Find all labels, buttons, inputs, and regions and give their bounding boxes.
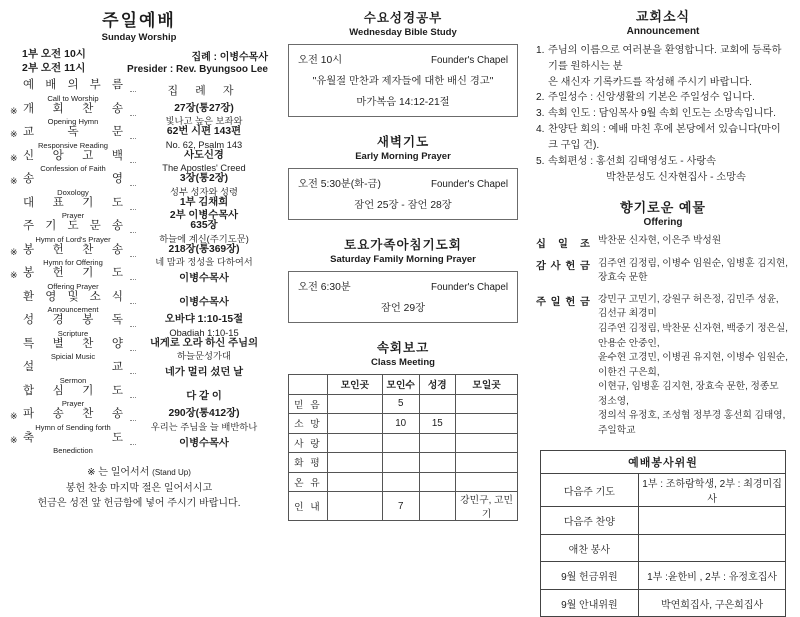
item-sub: 우리는 주님을 늘 배반하나 <box>150 421 258 432</box>
table-row: 9월 안내위원 박연희집사, 구은희집사 <box>540 589 785 617</box>
item-title-ko: 예 배 의 부 름 <box>23 79 123 92</box>
section-title-en: Offering <box>643 217 683 229</box>
section-time: 오전 10시 <box>298 55 343 66</box>
page-subtitle: Sunday Worship <box>101 32 177 43</box>
item-sub: 네 맘과 정성을 다하여서 <box>155 257 253 268</box>
table-row: 9월 헌금위원 1부 :윤한비 , 2부 : 유정호집사 <box>540 562 785 590</box>
offering-label: 십 일 조 <box>536 238 590 250</box>
footnote-line: 봉헌 찬송 마지막 절은 일어서시고 <box>65 482 213 494</box>
dotted-leader <box>130 291 136 304</box>
item-main: 3장(통2장) <box>179 173 229 185</box>
item-main: 다 같 이 <box>186 390 222 402</box>
stand-mark: ※ <box>10 129 18 140</box>
section-place: Founder's Chapel <box>430 179 508 190</box>
presider-ko: 집례 : 이병수목사 <box>191 52 268 63</box>
table-row: 온 유 <box>289 472 518 492</box>
item-main: 이병수목사 <box>179 273 229 285</box>
service-committee-table <box>540 450 786 617</box>
table-row: 소 망 10 15 <box>289 414 518 434</box>
page-title: 주일예배 <box>102 11 176 30</box>
worship-row-benediction <box>10 432 268 455</box>
item-main: 635장 <box>190 220 218 232</box>
worship-row-hymn-for-offering <box>10 244 268 267</box>
stand-mark <box>10 197 23 200</box>
section-title-ko: 새벽기도 <box>376 135 430 149</box>
item-title-en: Benediction <box>53 446 93 455</box>
dotted-leader <box>130 314 136 327</box>
class-meeting-report <box>288 338 518 521</box>
announcement-item: 3. 속회 인도 : 담임목사 9월 속회 인도는 소망속입니다. <box>536 108 776 120</box>
item-title-ko: 개 회 찬 송 <box>23 102 123 115</box>
item-title-en: Hymn of Lord's Prayer <box>35 234 111 244</box>
section-title-en: Class Meeting <box>371 357 435 368</box>
section-box <box>288 44 518 117</box>
item-title-ko: 환 영 및 소 식 <box>23 290 123 303</box>
news-section <box>534 0 800 611</box>
section-title-ko: 교회소식 <box>635 9 691 24</box>
stand-mark: ※ <box>10 434 18 445</box>
dotted-leader <box>130 103 136 116</box>
stand-note: ※ 는 일어서서 <box>87 466 150 478</box>
dotted-leader <box>130 385 136 398</box>
item-sub: 2부 이병수목사 <box>169 210 239 222</box>
stand-mark <box>10 79 23 82</box>
item-title-ko: 봉 헌 기 도 <box>23 267 123 280</box>
section-place: Founder's Chapel <box>430 55 508 66</box>
section-title-ko: 수요성경공부 <box>363 11 443 25</box>
item-main: 62번 시편 143편 <box>166 126 242 138</box>
worship-row-prayer <box>10 197 268 220</box>
item-sub: 빛나고 높은 보좌와 <box>165 116 243 127</box>
announcement-item: 1. 주님의 이름으로 여러분을 환영합니다. 교회에 등록하기를 원하시는 분 은 새신자 기록카드를 작성해 주시기 바랍니다. <box>536 45 782 88</box>
section-title-ko: 토요가족아침기도회 <box>344 238 462 252</box>
offering-row-sunday: 주 일 헌 금 강민구 고민기, 강원구 허은정, 김민주 성윤, 김선규 최경미 김주연 김정림, 박찬문 신자현, 백중기 정은실, 안용순 안중인, 윤수현 고경민, 이병권 유지현, 이병수 임원순, 이한건 구은희, 이현규, 임병훈 김지현, 장효숙 문한, 정종모 정소영, 정의석 유정호, 조성협 정부경 홍선희 김태영, 주일학교 <box>536 293 790 438</box>
item-title-en: Opening Hymn <box>47 117 99 126</box>
table-header-row: 모인곳 모인수 성경 모일곳 <box>289 375 518 395</box>
offering-label: 주 일 헌 금 <box>536 297 590 309</box>
worship-row-doxology <box>10 173 268 196</box>
dotted-leader <box>130 244 136 257</box>
item-sub: The Apostles' Creed <box>162 163 246 174</box>
item-title-en: Hymn for Offering <box>43 258 103 267</box>
service-time-1: 1부 오전 10시 <box>22 48 86 60</box>
offering-label: 감 사 헌 금 <box>536 261 590 273</box>
item-main: 290장(통412장) <box>168 408 240 420</box>
dotted-leader <box>130 267 136 280</box>
section-time: 오전 6:30분 <box>298 282 351 293</box>
section-title-ko: 향기로운 예물 <box>620 200 706 216</box>
dotted-leader <box>130 173 136 186</box>
item-main: 이병수목사 <box>179 437 229 449</box>
table-row: 믿 음 5 <box>289 394 518 414</box>
stand-mark <box>10 385 23 388</box>
item-title-en: Spicial Music <box>50 352 96 361</box>
worship-row-opening-hymn <box>10 103 268 126</box>
dotted-leader <box>130 197 136 210</box>
item-title-en: Call to Worship <box>47 93 99 103</box>
item-title-ko: 성 경 봉 독 <box>23 314 123 327</box>
church-news <box>536 6 790 185</box>
item-main: 이병수목사 <box>179 296 229 308</box>
item-title-ko: 교 독 문 <box>23 126 123 139</box>
service-time-2: 2부 오전 11시 <box>22 61 86 74</box>
stand-mark: ※ <box>10 411 18 422</box>
class-meeting-table <box>288 374 518 521</box>
item-title-en: Doxology <box>57 187 89 197</box>
item-sub: Obadiah 1:10-15 <box>169 327 239 338</box>
table-row: 다음주 찬양 <box>540 507 785 535</box>
item-main: 27장(통27장) <box>174 102 234 114</box>
stand-mark: ※ <box>10 176 18 187</box>
stand-mark <box>10 291 23 294</box>
announcement-item: 5. 속회편성 : 홍선희 김태영성도 - 사랑속 박찬문성도 신자현집사 - 소망속 <box>536 155 746 183</box>
item-main: 1부 김채희 <box>179 196 229 208</box>
dotted-leader <box>130 79 136 92</box>
stand-mark <box>10 338 23 341</box>
item-title-ko: 합 심 기 도 <box>23 384 123 397</box>
early-morning-prayer <box>288 132 518 220</box>
item-title-en: Prayer <box>61 399 85 408</box>
table-row: 화 평 <box>289 453 518 473</box>
stand-mark: ※ <box>10 152 18 163</box>
item-sub: 하늘문성가대 <box>177 351 231 362</box>
stand-note-en: (Stand Up) <box>152 467 191 477</box>
stand-mark <box>10 314 23 317</box>
dotted-leader <box>130 361 136 374</box>
dotted-leader <box>130 150 136 163</box>
footnote-line: 헌금은 성전 앞 헌금함에 넣어 주시기 바랍니다. <box>37 497 241 509</box>
item-title-en: Offering Prayer <box>47 281 99 291</box>
offering-row-tithe: 십 일 조 박찬문 신자현, 이은주 박성원 <box>536 235 722 250</box>
stand-mark <box>10 220 23 223</box>
item-sub: 성부 성자와 성령 <box>169 186 239 197</box>
worship-row-sermon <box>10 361 268 384</box>
item-main: 집 례 자 <box>167 84 241 97</box>
item-title-en: Hymn of Sending forth <box>35 422 111 432</box>
item-title-en: Responsive Reading <box>37 140 109 150</box>
worship-row-announcement <box>10 291 268 314</box>
stand-mark: ※ <box>10 270 18 281</box>
table-header-row <box>540 451 785 474</box>
item-main: 218장(통369장) <box>168 243 240 255</box>
section-topic: "유월절 만찬과 제자들에 대한 배신 경고" <box>312 76 494 87</box>
worship-footnotes <box>10 463 268 511</box>
item-title-ko: 설 교 <box>23 361 123 374</box>
dotted-leader <box>130 338 136 351</box>
announcement-item: 2. 주일성수 : 신앙생활의 기본은 주일성수 입니다. <box>536 92 755 104</box>
item-sub: 하늘에 계신(주기도문) <box>159 233 249 244</box>
announcement-item: 4. 찬양단 회의 : 예배 마친 후에 본당에서 있습니다(마이크 구입 건). <box>536 124 781 151</box>
worship-row-scripture <box>10 314 268 337</box>
item-title-en: Scripture <box>57 328 89 338</box>
item-title-en: Announcement <box>47 305 99 314</box>
item-title-ko: 봉 헌 찬 송 <box>23 243 123 256</box>
section-passage: 잠언 29장 <box>380 303 426 314</box>
item-title-ko: 특 별 찬 양 <box>23 337 123 350</box>
item-title-en: Confession of Faith <box>40 164 106 173</box>
table-title: 예배봉사위원 <box>540 451 785 474</box>
table-row: 인 내 7 강민구, 고민기 <box>289 492 518 521</box>
offering-section <box>536 197 790 438</box>
item-title-ko: 축 도 <box>23 431 123 444</box>
dotted-leader <box>130 220 136 233</box>
stand-mark <box>10 361 23 364</box>
worship-row-confession-of-faith <box>10 150 268 173</box>
section-time: 오전 5:30분(화-금) <box>298 179 381 190</box>
worship-row-sending-hymn <box>10 408 268 431</box>
section-box <box>288 168 518 220</box>
worship-row-call-to-worship <box>10 79 268 102</box>
section-title-en: Wednesday Bible Study <box>349 27 457 38</box>
offering-row-thanks: 감 사 헌 금 김주연 김정림, 이병수 임원순, 임병훈 김지현, 장효숙 문한 <box>536 257 790 286</box>
table-row: 사 랑 <box>289 433 518 453</box>
item-main: 사도신경 <box>184 149 224 161</box>
worship-row-united-prayer <box>10 385 268 408</box>
worship-row-special-music <box>10 338 268 361</box>
item-title-ko: 송 영 <box>23 173 123 186</box>
item-title-en: Prayer <box>61 211 85 220</box>
service-times <box>10 48 86 75</box>
item-title-ko: 주 기 도 문 송 <box>23 220 123 233</box>
item-title-ko: 대 표 기 도 <box>23 196 123 209</box>
presider-en: Presider : Rev. Byungsoo Lee <box>127 64 268 75</box>
section-place: Founder's Chapel <box>430 282 508 293</box>
service-header <box>10 48 268 75</box>
section-title-en: Saturday Family Morning Prayer <box>330 254 476 265</box>
section-passage: 잠언 25장 - 잠언 28장 <box>354 200 452 211</box>
saturday-family-prayer <box>288 235 518 323</box>
wednesday-bible-study <box>288 8 518 117</box>
item-sub: No. 62, Psalm 143 <box>165 139 243 150</box>
section-passage: 마가복음 14:12-21절 <box>356 97 450 108</box>
section-title-en: Announcement <box>626 26 700 37</box>
worship-row-lords-prayer-hymn <box>10 220 268 243</box>
section-title-ko: 속회보고 <box>376 341 430 355</box>
table-row: 다음주 기도 1부 : 조하람학생, 2부 : 최경미집사 <box>540 474 785 507</box>
table-row: 애찬 봉사 <box>540 534 785 562</box>
worship-row-responsive-reading <box>10 126 268 149</box>
midweek-section <box>272 0 534 520</box>
dotted-leader <box>130 126 136 139</box>
dotted-leader <box>130 408 136 421</box>
stand-mark: ※ <box>10 105 18 116</box>
sunday-worship-section <box>0 0 272 509</box>
dotted-leader <box>130 432 136 445</box>
item-title-ko: 파 송 찬 송 <box>23 408 123 421</box>
item-main: 오바댜 1:10-15절 <box>164 314 244 326</box>
stand-mark: ※ <box>10 246 18 257</box>
item-title-ko: 신 앙 고 백 <box>23 149 123 162</box>
item-title-en: Sermon <box>59 375 87 385</box>
worship-row-offering-prayer <box>10 267 268 290</box>
item-main: 네가 멀리 섰던 날 <box>164 367 244 379</box>
presider <box>127 48 268 75</box>
section-title-en: Early Morning Prayer <box>355 151 451 162</box>
section-box <box>288 271 518 323</box>
item-main: 내게로 오라 하신 주님의 <box>149 337 259 349</box>
